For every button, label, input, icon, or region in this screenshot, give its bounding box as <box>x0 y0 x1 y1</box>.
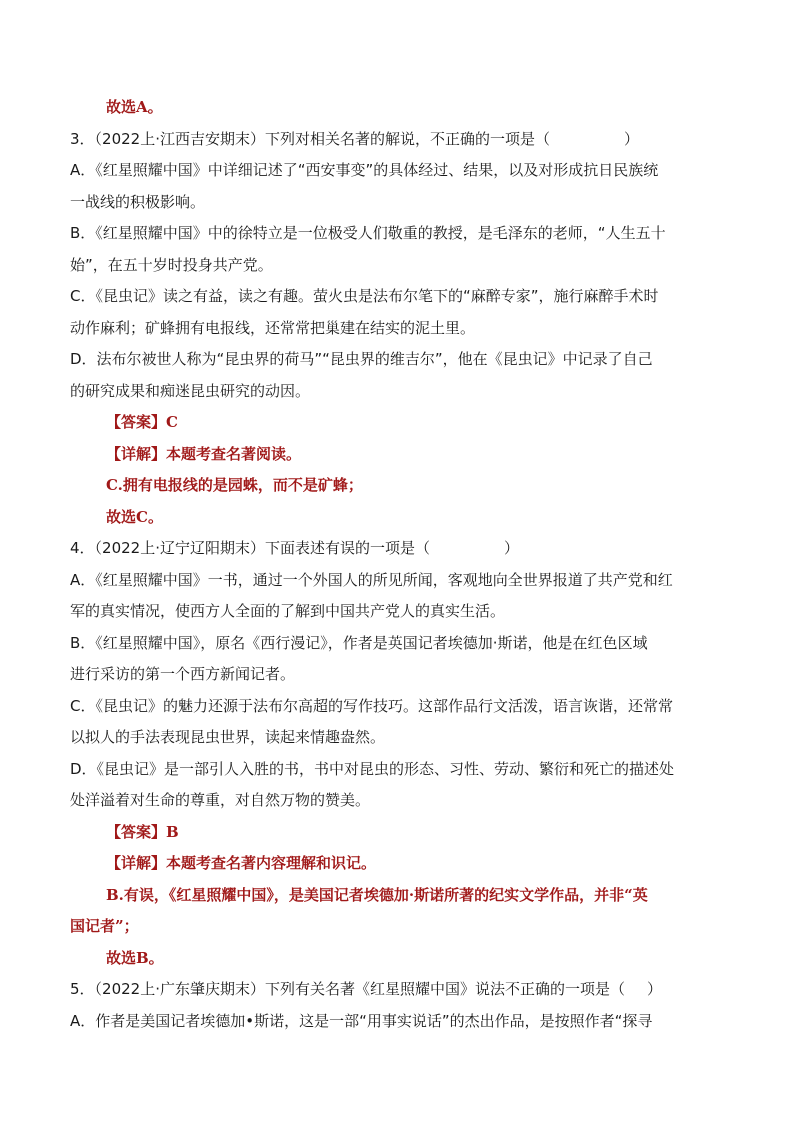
analysis-line: B.有误，《红星照耀中国》，是美国记者埃德加·斯诺所著的纪实文学作品，并非“英 <box>106 885 648 904</box>
option-b-cont: 始”，在五十岁时投身共产党。 <box>70 255 273 274</box>
option-d-cont: 的研究成果和痴迷昆虫研究的动因。 <box>70 381 311 400</box>
analysis-line: C.拥有电报线的是园蛛，而不是矿蜂； <box>106 476 363 494</box>
option-a: A．作者是美国记者埃德加•斯诺，这是一部“用事实说话”的杰出作品，是按照作者“探寻 <box>70 1011 653 1030</box>
question-stem: 4．（2022上·辽宁辽阳期末）下面表述有误的一项是（ ） <box>70 539 520 557</box>
option-b: B．《红星照耀中国》中的徐特立是一位极受人们敬重的教授，是毛泽东的老师，“人生五十 <box>70 224 666 242</box>
question-stem: 5．（2022上·广东肇庆期末）下列有关名著《红星照耀中国》说法不正确的一项是（ ） <box>70 980 663 998</box>
answer: 【答案】B <box>106 822 179 841</box>
option-d: D．法布尔被世人称为“昆虫界的荷马”“昆虫界的维吉尔”，他在《昆虫记》中记录了自己 <box>70 350 653 368</box>
option-d: D．《昆虫记》是一部引人入胜的书，书中对昆虫的形态、习性、劳动、繁衍和死亡的描述处 <box>70 759 675 778</box>
conclusion: 故选B。 <box>106 948 164 967</box>
option-c-cont: 以拟人的手法表现昆虫世界，读起来情趣盎然。 <box>70 728 386 746</box>
conclusion: 故选C。 <box>106 507 163 526</box>
option-c-cont: 动作麻利；矿蜂拥有电报线，还常常把巢建在结实的泥土里。 <box>70 318 476 337</box>
option-b: B．《红星照耀中国》，原名《西行漫记》，作者是英国记者埃德加·斯诺，他是在红色区域 <box>70 633 648 652</box>
option-a-cont: 军的真实情况，使西方人全面的了解到中国共产党人的真实生活。 <box>70 602 506 620</box>
previous-conclusion: 故选A。 <box>106 98 163 116</box>
detail: 【详解】本题考查名著阅读。 <box>106 444 302 463</box>
question-stem: 3．（2022上·江西吉安期末）下列对相关名著的解说，不正确的一项是（ ） <box>70 129 640 148</box>
detail: 【详解】本题考查名著内容理解和识记。 <box>106 854 377 872</box>
option-a-cont: 一战线的积极影响。 <box>70 192 206 211</box>
option-c: C．《昆虫记》的魅力还源于法布尔高超的写作技巧。这部作品行文活泼，语言诙谐，还常常 <box>70 696 673 715</box>
option-a: A．《红星照耀中国》中详细记述了“西安事变”的具体经过、结果，以及对形成抗日民族统 <box>70 161 659 179</box>
option-c: C．《昆虫记》读之有益，读之有趣。萤火虫是法布尔笔下的“麻醉专家”，施行麻醉手术时 <box>70 287 659 305</box>
analysis-line-cont: 国记者”； <box>70 917 139 935</box>
option-d-cont: 处洋溢着对生命的尊重，对自然万物的赞美。 <box>70 791 371 809</box>
question-5 <box>70 974 724 1037</box>
question-4 <box>70 533 724 974</box>
question-3 <box>70 124 724 534</box>
answer: 【答案】C <box>106 413 178 431</box>
option-a: A．《红星照耀中国》一书，通过一个外国人的所见所闻，客观地向全世界报道了共产党和红 <box>70 570 673 589</box>
option-b-cont: 进行采访的第一个西方新闻记者。 <box>70 665 296 683</box>
